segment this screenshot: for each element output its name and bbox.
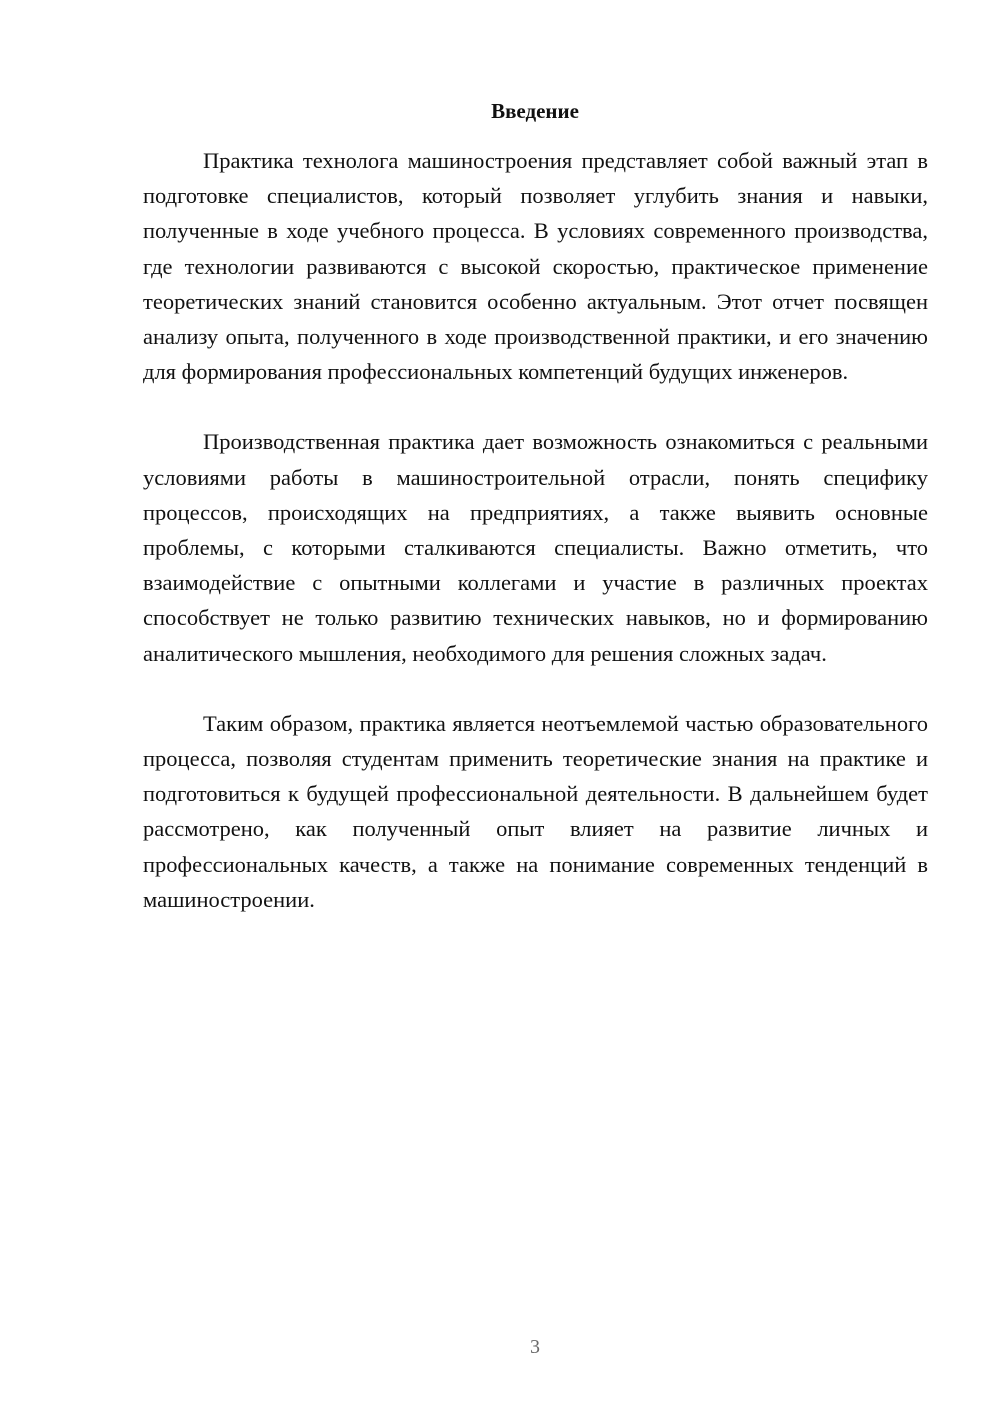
body-text (143, 143, 928, 952)
paragraph-2: Производственная практика дает возможность ознакомиться с реальными условиями работы в машиностроительной отрасли, понять специфику процессов, происходящих на предприятиях, а также выявить основные проблемы, с которыми сталкиваются специалисты. Важно отметить, что взаимодействие с опытными коллегами и участие в различных проектах способствует не только развитию технических навыков, но и формированию аналитического мышления, необходимого для решения сложных задач. (143, 429, 928, 666)
paragraph-1: Практика технолога машиностроения представляет собой важный этап в подготовке специалистов, который позволяет углубить знания и навыки, полученные в ходе учебного процесса. В условиях современного производства, где технологии развиваются с высокой скоростью, практическое применение теоретических знаний становится особенно актуальным. Этот отчет посвящен анализу опыта, полученного в ходе производственной практики, и его значению для формирования профессиональных компетенций будущих инженеров. (143, 148, 928, 385)
page-number: 3 (530, 1336, 540, 1358)
section-title: Введение (491, 99, 579, 123)
paragraph-3: Таким образом, практика является неотъемлемой частью образовательного процесса, позволяя студентам применить теоретические знания на практике и подготовиться к будущей профессиональной деятельности. В дальнейшем будет рассмотрено, как полученный опыт влияет на развитие личных и профессиональных качеств, а также на понимание современных тенденций в машиностроении. (143, 710, 928, 912)
